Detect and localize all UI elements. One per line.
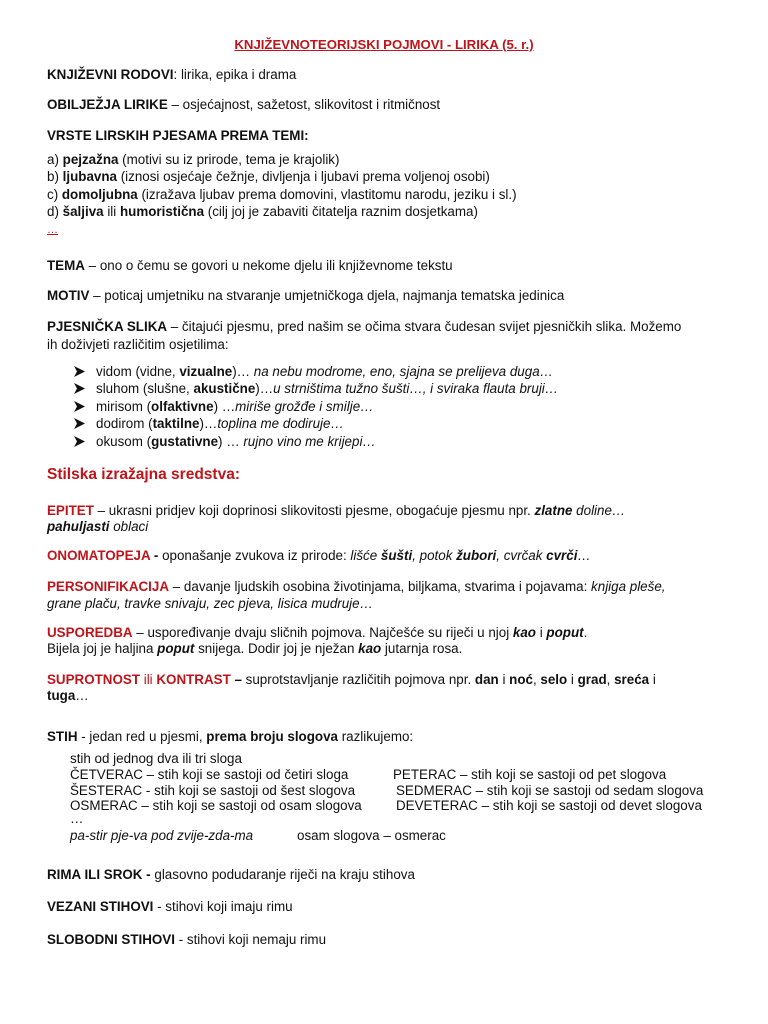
onomatopeja-example: , potok — [412, 548, 457, 563]
slika-line-1 — [47, 318, 681, 335]
vrste-item — [47, 168, 490, 185]
sense-example: rujno vino me krijepi… — [243, 434, 376, 449]
arrow-bullet-icon — [74, 415, 96, 432]
sense-example: na nebu modrome, eno, sjajna se prelijeva duga… — [250, 364, 554, 379]
motiv-line — [47, 287, 564, 304]
personifikacija-line-2: grane plaču, travke snivaju, zec pjeva, lisica mudruje… — [47, 596, 373, 611]
personifikacija-example: knjiga pleše, — [591, 579, 666, 594]
stih-example-note: osam slogova – osmerac — [297, 828, 446, 843]
sense-term: gustativne — [151, 434, 219, 449]
vrste-item-prefix: a) — [47, 152, 63, 167]
sense-term: olfaktivne — [151, 399, 214, 414]
sense-label: sluhom (slušne, — [96, 381, 194, 396]
stih-row: stih od jednog dva ili tri sloga — [70, 751, 242, 766]
vezani-term: VEZANI STIHOVI — [47, 899, 154, 914]
arrow-bullet-icon — [74, 363, 96, 380]
usporedba-example: jutarnja rosa. — [381, 641, 463, 656]
rodovi-term: KNJIŽEVNI RODOVI — [47, 67, 174, 82]
stih-row: ŠESTERAC - stih koji se sastoji od šest slogova — [70, 783, 356, 798]
separator: , — [606, 672, 615, 687]
usporedba-end: . — [583, 625, 588, 640]
contrast-word: tuga — [47, 688, 76, 703]
onomatopeja-example-bold: žubori — [456, 548, 497, 563]
usporedba-keyword: poput — [157, 641, 195, 656]
epitet-example: oblaci — [109, 519, 149, 534]
usporedba-example: Bijela joj je haljina — [47, 641, 158, 656]
vrste-item-term: ljubavna — [62, 169, 117, 184]
epitet-text: – ukrasni pridjev koji doprinosi slikovitosti pjesme, obogaćuje pjesmu npr. — [93, 503, 535, 518]
contrast-word: selo — [540, 672, 568, 687]
stih-row-right: PETERAC – stih koji se sastoji od pet slogova — [393, 767, 667, 782]
rodovi-line — [47, 66, 296, 83]
usporedba-mid: i — [535, 625, 547, 640]
epitet-example-bold: pahuljasti — [47, 519, 110, 534]
tema-text: – ono o čemu se govori u nekome djelu ili književnome tekstu — [84, 258, 453, 273]
vrste-item-term: šaljiva — [62, 204, 104, 219]
suprotnost-ili: ili — [140, 672, 157, 687]
obiljezja-line — [47, 96, 440, 113]
usporedba-text: – uspoređivanje dvaju sličnih pojmova. Najčešće su riječi u njoj — [132, 625, 513, 640]
stih-row-right: SEDMERAC – stih koji se sastoji od sedam slogova — [396, 783, 704, 798]
rima-line — [47, 866, 415, 883]
vrste-item-text: (motivi su iz prirode, tema je krajolik) — [118, 152, 340, 167]
onomatopeja-example-bold: cvrči — [546, 548, 578, 563]
contrast-word: grad — [577, 672, 607, 687]
arrow-bullet-icon — [74, 380, 96, 397]
stih-row-right: DEVETERAC – stih koji se sastoji od devet slogova — [396, 798, 702, 813]
sense-bullet — [74, 415, 344, 432]
personifikacija-text: – davanje ljudskih osobina životinjama, biljkama, stvarima i pojavama: — [169, 579, 592, 594]
sense-term: vizualne — [179, 364, 233, 379]
vrste-item-prefix: b) — [47, 169, 63, 184]
sense-label: okusom ( — [96, 434, 152, 449]
onomatopeja-dash: - — [150, 548, 159, 563]
slika-text-1: – čitajući pjesmu, pred našim se očima stvara čudesan svijet pjesničkih slika. Možemo — [167, 319, 682, 334]
sense-close: )… — [199, 416, 218, 431]
vrste-more: … — [47, 224, 58, 236]
stih-row-more: … — [70, 811, 84, 826]
sense-close: )… — [232, 364, 251, 379]
sense-example: toplina me dodiruje… — [217, 416, 344, 431]
contrast-word: dan — [474, 672, 499, 687]
sense-bullet — [74, 380, 558, 397]
vrste-item-text: (cilj joj je zabaviti čitatelja raznim dosjetkama) — [204, 204, 478, 219]
onomatopeja-line — [47, 547, 591, 564]
epitet-example: doline… — [572, 503, 626, 518]
usporedba-keyword: poput — [546, 625, 584, 640]
vrste-item — [47, 186, 517, 203]
tema-term: TEMA — [47, 258, 85, 273]
sense-bullet — [74, 433, 376, 450]
motiv-text: – poticaj umjetniku na stvaranje umjetničkoga djela, najmanja tematska jedinica — [89, 288, 565, 303]
usporedba-line-2 — [47, 640, 462, 657]
arrow-bullet-icon — [74, 398, 96, 415]
sense-example: u strništima tužno šušti…, i sviraka flauta bruji… — [273, 381, 559, 396]
vezani-line — [47, 898, 293, 915]
personifikacija-line-1 — [47, 578, 666, 595]
stilska-heading: Stilska izražajna sredstva: — [47, 466, 240, 483]
usporedba-example: snijega. Dodir joj je nježan — [194, 641, 359, 656]
suprotnost-line-2 — [47, 687, 89, 704]
sense-close: )… — [255, 381, 274, 396]
sense-label: vidom (vidne, — [96, 364, 180, 379]
slobodni-term: SLOBODNI STIHOVI — [47, 932, 175, 947]
vrste-item-term: domoljubna — [61, 187, 138, 202]
personifikacija-term: PERSONIFIKACIJA — [47, 579, 170, 594]
vrste-item — [47, 151, 339, 168]
epitet-term: EPITET — [47, 503, 94, 518]
vrste-item-text: (iznosi osjećaje čežnje, divljenja i ljubavi prema voljenoj osobi) — [116, 169, 490, 184]
stih-row: OSMERAC – stih koji se sastoji od osam slogova — [70, 798, 362, 813]
onomatopeja-term: ONOMATOPEJA — [47, 548, 151, 563]
stih-line — [47, 728, 413, 745]
slika-line-2: ih doživjeti različitim osjetilima: — [47, 337, 229, 352]
stih-text-2: razlikujemo: — [337, 729, 414, 744]
onomatopeja-example: , cvrčak — [496, 548, 547, 563]
sense-bullet — [74, 363, 553, 380]
epitet-line-1 — [47, 502, 625, 519]
slika-term: PJESNIČKA SLIKA — [47, 319, 168, 334]
vrste-item-mid: ili — [103, 204, 120, 219]
suprotnost-text: suprotstavljanje različitih pojmova npr. — [241, 672, 475, 687]
sense-term: taktilne — [152, 416, 200, 431]
sense-bullet — [74, 398, 374, 415]
usporedba-keyword: kao — [358, 641, 382, 656]
onomatopeja-example: lišće — [350, 548, 381, 563]
conjunction: i — [649, 672, 656, 687]
usporedba-keyword: kao — [512, 625, 536, 640]
epitet-example-bold: zlatne — [534, 503, 573, 518]
vrste-item — [47, 203, 478, 220]
suprotnost-term: SUPROTNOST — [47, 672, 140, 687]
slobodni-text: - stihovi koji nemaju rimu — [174, 932, 327, 947]
arrow-bullet-icon — [74, 433, 96, 450]
vrste-item-text: (izražava ljubav prema domovini, vlastitomu narodu, jeziku i sl.) — [137, 187, 517, 202]
vrste-item-term2: humoristična — [119, 204, 205, 219]
stih-bold: prema broju slogova — [206, 729, 338, 744]
slobodni-line — [47, 931, 326, 948]
rima-text: glasovno podudaranje riječi na kraju stihova — [150, 867, 415, 882]
contrast-word: noć — [509, 672, 533, 687]
suprotnost-dash: – — [230, 672, 242, 687]
rodovi-text: : lirika, epika i drama — [173, 67, 297, 82]
onomatopeja-text: oponašanje zvukova iz prirode: — [158, 548, 351, 563]
stih-text: - jedan red u pjesmi, — [77, 729, 207, 744]
vrste-item-prefix: d) — [47, 204, 63, 219]
vezani-text: - stihovi koji imaju rimu — [153, 899, 293, 914]
conjunction: i — [498, 672, 510, 687]
onomatopeja-example-bold: šušti — [380, 548, 413, 563]
vrste-heading: VRSTE LIRSKIH PJESAMA PREMA TEMI: — [47, 128, 309, 143]
contrast-word: sreća — [614, 672, 650, 687]
onomatopeja-example: … — [577, 548, 591, 563]
document-title: KNJIŽEVNOTEORIJSKI POJMOVI - LIRIKA (5. r.) — [234, 37, 534, 52]
conjunction: i — [567, 672, 578, 687]
vrste-item-term: pejzažna — [62, 152, 119, 167]
usporedba-line-1 — [47, 624, 587, 641]
motiv-term: MOTIV — [47, 288, 90, 303]
rima-term: RIMA ILI SROK - — [47, 867, 151, 882]
kontrast-term: KONTRAST — [156, 672, 231, 687]
usporedba-term: USPOREDBA — [47, 625, 133, 640]
obiljezja-text: – osjećajnost, sažetost, slikovitost i ritmičnost — [167, 97, 441, 112]
sense-term: akustične — [193, 381, 256, 396]
sense-label: mirisom ( — [96, 399, 152, 414]
sense-label: dodirom ( — [96, 416, 153, 431]
sense-close: ) … — [218, 434, 244, 449]
suprotnost-line-1 — [47, 671, 656, 688]
epitet-line-2 — [47, 518, 148, 535]
stih-term: STIH — [47, 729, 78, 744]
tema-line — [47, 257, 453, 274]
separator: , — [532, 672, 541, 687]
stih-row: ČETVERAC – stih koji se sastoji od četiri sloga — [70, 767, 349, 782]
sense-close: ) … — [213, 399, 236, 414]
suprotnost-end: … — [75, 688, 89, 703]
obiljezja-term: OBILJEŽJA LIRIKE — [47, 97, 168, 112]
sense-example: miriše grožđe i smilje… — [235, 399, 374, 414]
stih-example: pa-stir pje-va pod zvije-zda-ma — [70, 828, 254, 843]
vrste-item-prefix: c) — [47, 187, 62, 202]
